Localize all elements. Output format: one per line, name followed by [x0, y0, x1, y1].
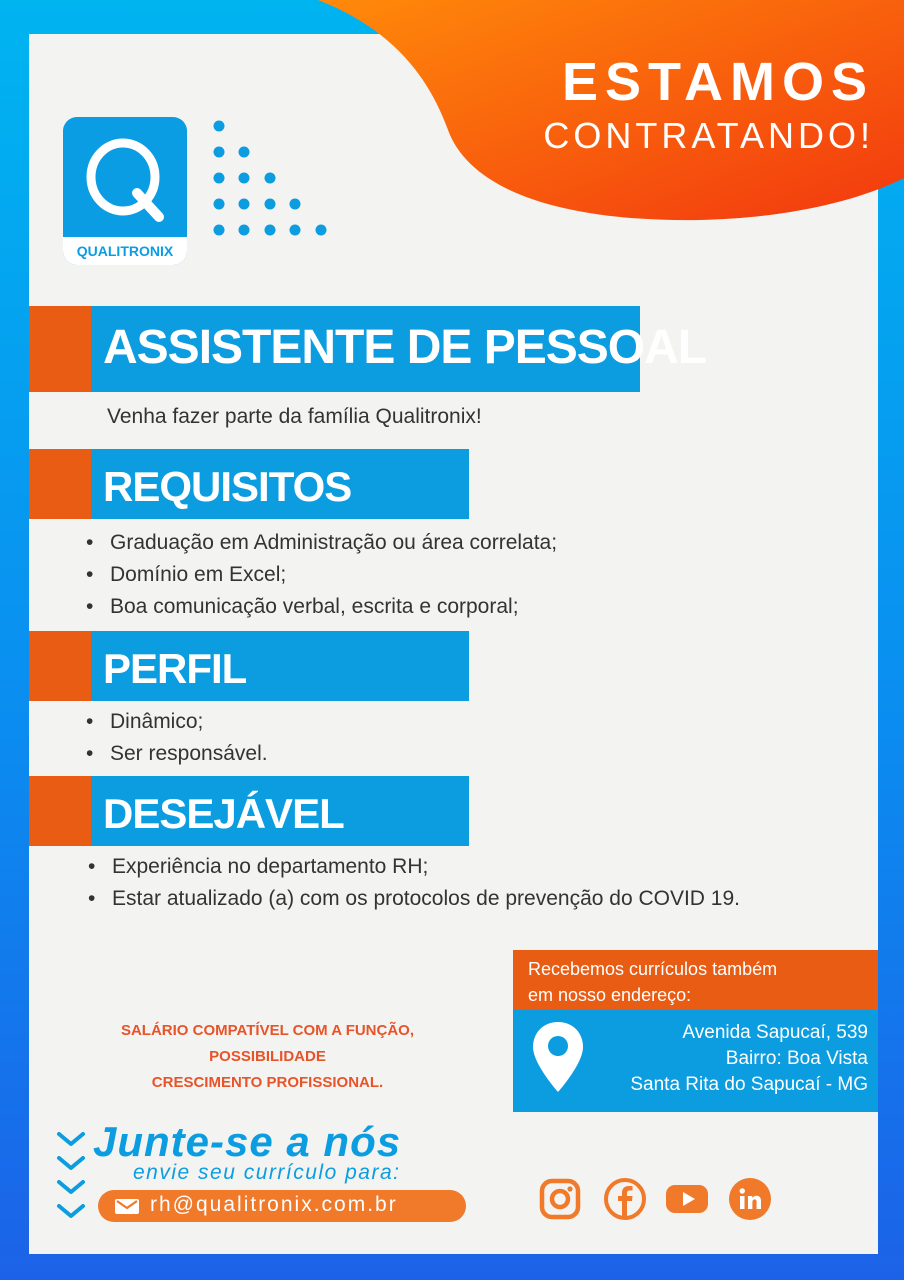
hiring-line-2: CONTRATANDO!: [543, 115, 874, 156]
benefits-text: [70, 1018, 465, 1096]
desirable-header: [91, 776, 469, 846]
requirements-header: [91, 449, 469, 519]
list-item: • Dinâmico;: [82, 706, 268, 738]
requirements-title: REQUISITOS: [103, 463, 352, 510]
address-box: [513, 1010, 878, 1112]
q-logo-icon: [79, 129, 171, 229]
youtube-icon[interactable]: [665, 1177, 709, 1221]
chevrons-down-icon: [55, 1130, 87, 1225]
linkedin-icon[interactable]: [728, 1177, 772, 1221]
list-item: • Experiência no departamento RH;: [84, 851, 740, 883]
hiring-banner: [543, 52, 874, 158]
desirable-title: DESEJÁVEL: [103, 790, 344, 837]
logo-brand-text: QUALITRONIX: [63, 237, 187, 265]
mail-icon: [114, 1198, 140, 1215]
title-accent: [29, 306, 91, 392]
list-item: • Domínio em Excel;: [82, 559, 557, 591]
location-pin-icon: [531, 1020, 585, 1094]
benefits-line-2: POSSIBILIDADE: [209, 1048, 326, 1065]
join-us-headline: Junte-se a nós: [93, 1118, 402, 1165]
instagram-icon[interactable]: [538, 1177, 582, 1221]
requirements-accent: [29, 449, 91, 519]
hiring-line-1: ESTAMOS: [561, 52, 874, 112]
send-cv-subline: envie seu currículo para:: [133, 1161, 401, 1184]
profile-title: PERFIL: [103, 645, 247, 692]
list-item: • Graduação em Administração ou área correlata;: [82, 527, 557, 559]
intro-text: Venha fazer parte da família Qualitronix!: [107, 405, 482, 428]
facebook-icon[interactable]: [603, 1177, 647, 1221]
benefits-line-3: CRESCIMENTO PROFISSIONAL.: [151, 1074, 384, 1091]
list-item: • Boa comunicação verbal, escrita e corporal;: [82, 591, 557, 623]
job-title-bar: [91, 306, 707, 392]
email-link[interactable]: [98, 1190, 466, 1222]
company-logo: [63, 117, 187, 265]
address-lines: [630, 1020, 868, 1098]
benefits-line-1: SALÁRIO COMPATÍVEL COM A FUNÇÃO,: [120, 1022, 415, 1039]
profile-header: [91, 631, 469, 701]
address-heading-line-1: Recebemos currículos também: [528, 959, 778, 979]
requirements-list: [82, 527, 557, 623]
profile-list: [82, 706, 268, 770]
email-address: rh@qualitronix.com.br: [150, 1193, 398, 1216]
address-street: Avenida Sapucaí, 539: [682, 1022, 868, 1043]
profile-accent: [29, 631, 91, 701]
desirable-list: [84, 851, 740, 915]
address-city: Santa Rita do Sapucaí - MG: [630, 1074, 868, 1095]
address-district: Bairro: Boa Vista: [725, 1048, 868, 1069]
job-title: ASSISTENTE DE PESSOAL: [103, 321, 707, 374]
address-heading: [513, 950, 878, 1010]
list-item: • Estar atualizado (a) com os protocolos de prevenção do COVID 19.: [84, 883, 740, 915]
list-item: • Ser responsável.: [82, 738, 268, 770]
address-heading-line-2: em nosso endereço:: [528, 985, 692, 1005]
desirable-accent: [29, 776, 91, 846]
dot-pattern-decoration: [213, 118, 343, 238]
